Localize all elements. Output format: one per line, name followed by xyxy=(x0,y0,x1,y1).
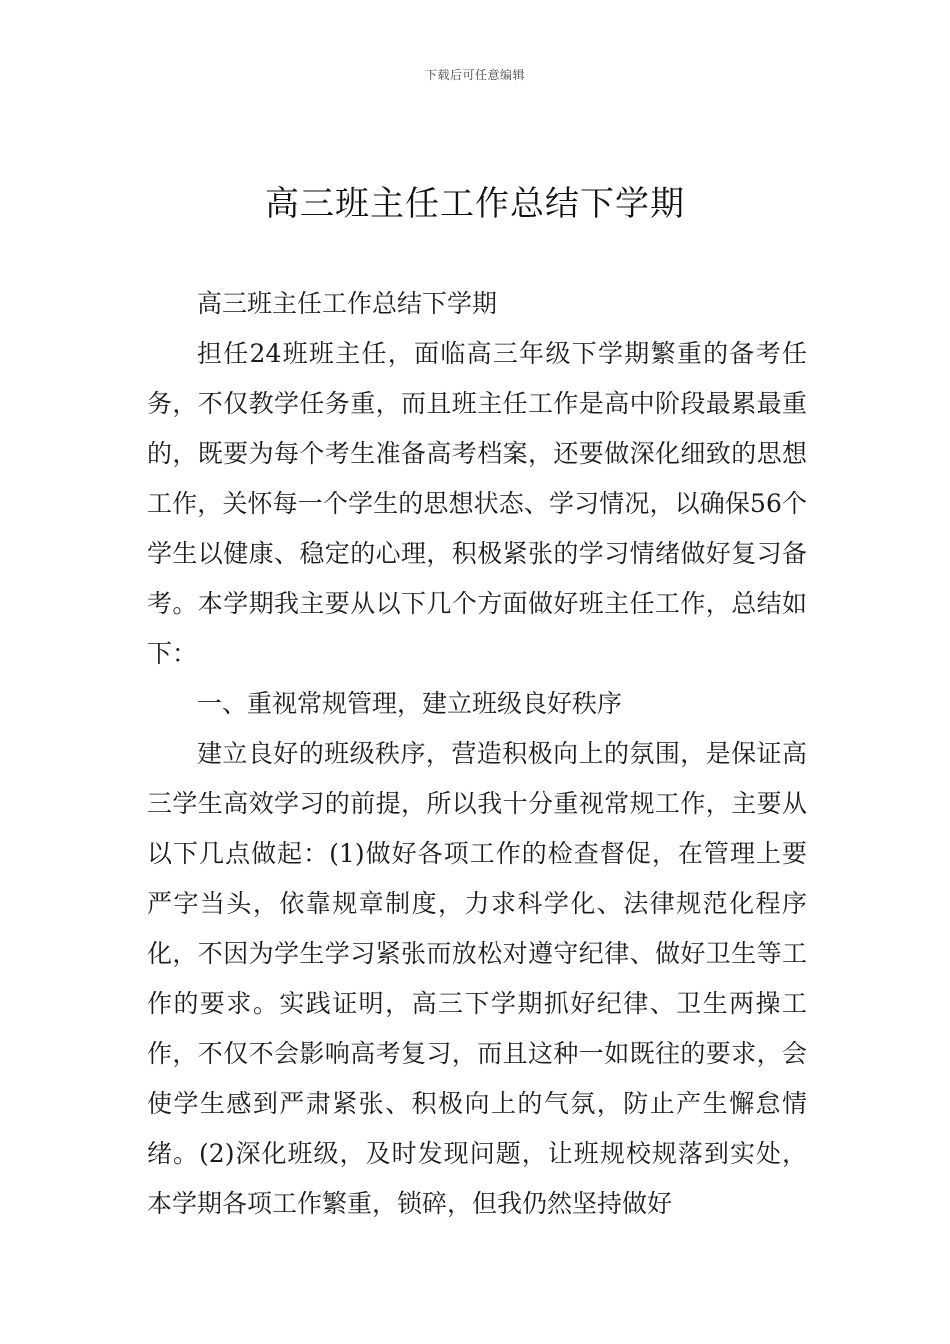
document-title: 高三班主任工作总结下学期 xyxy=(265,184,685,224)
paragraph-subtitle: 高三班主任工作总结下学期 xyxy=(197,289,498,318)
document-body xyxy=(147,279,807,1229)
header-note: 下载后可任意编辑 xyxy=(424,68,525,82)
section-heading-1: 一、重视常规管理，建立班级良好秩序 xyxy=(197,689,623,718)
paragraph-section-1: 建立良好的班级秩序，营造积极向上的氛围，是保证高三学生高效学习的前提，所以我十分重视常规工作，主要从以下几点做起：(1)做好各项工作的检查督促，在管理上要严字当头，依靠规章制度，力求科学化、法律规范化程序化，不因为学生学习紧张而放松对遵守纪律、做好卫生等工作的要求。实践证明，高三下学期抓好纪律、卫生两操工作，不仅不会影响高考复习，而且这种一如既往的要求，会使学生感到严肃紧张、积极向上的气氛，防止产生懈怠情绪。(2)深化班级，及时发现问题，让班规校规落到实处，本学期各项工作繁重，锁碎，但我仍然坚持做好 xyxy=(147,739,807,1218)
paragraph-intro: 担任24班班主任，面临高三年级下学期繁重的备考任务，不仅教学任务重，而且班主任工作是高中阶段最累最重的，既要为每个考生准备高考档案，还要做深化细致的思想工作，关怀每一个学生的思想状态、学习情况，以确保56个学生以健康、稳定的心理，积极紧张的学习情绪做好复习备考。本学期我主要从以下几个方面做好班主任工作，总结如下： xyxy=(147,339,807,668)
